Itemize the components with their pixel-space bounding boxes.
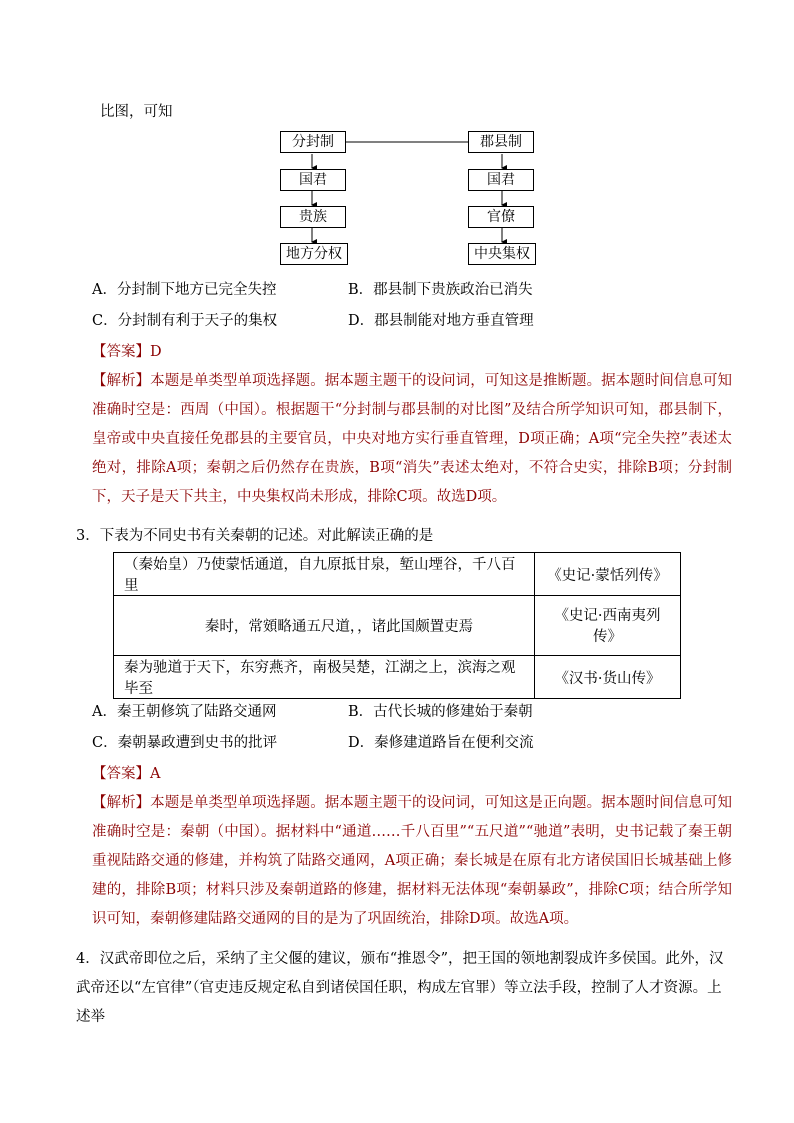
q3-answer: 【答案】A <box>92 766 161 782</box>
q3-option-d: D．秦修建道路旨在便利交流 <box>348 735 534 751</box>
intro-text: 比图，可知 <box>100 104 173 120</box>
box-fengjian: 分封制 <box>280 131 346 153</box>
table-cell-text: 秦为驰道于天下，东穷燕齐，南极吴楚，江湖之上，滨海之观毕至 <box>114 656 535 699</box>
q2-analysis: 【解析】本题是单类型单项选择题。据本题主题干的设问词，可知这是推断题。据本题时间信息可知准确时空是：西周（中国）。根据题干“分封制与郡县制的对比图”及结合所学知识可知，郡县制下，皇帝或中央直接任免郡县的主要官员，中央对地方实行垂直管理，D项正确；A项“完全失控”表述太绝对，排除A项；秦朝之后仍然存在贵族，B项“消失”表述太绝对，不符合史实，排除B项；分封制下，天子是天下共主，中央集权尚未形成，排除C项。故选D项。 <box>92 373 732 505</box>
table-cell-source: 《史记·西南夷列传》 <box>535 596 681 656</box>
q2-option-d: D．郡县制能对地方垂直管理 <box>348 313 534 329</box>
q2-option-b: B．郡县制下贵族政治已消失 <box>348 282 533 298</box>
box-difang-fenquan: 地方分权 <box>280 243 348 265</box>
table-cell-text: 秦时，常頞略通五尺道，，诸此国颇置吏焉 <box>114 596 535 656</box>
q3-option-c: C．秦朝暴政遭到史书的批评 <box>92 735 278 751</box>
q2-answer: 【答案】D <box>92 344 162 360</box>
table-cell-text: （秦始皇）乃使蒙恬通道，自九原抵甘泉，堑山堙谷，千八百里 <box>114 553 535 596</box>
comparison-diagram <box>278 128 538 268</box>
table-cell-source: 《汉书·货山传》 <box>535 656 681 699</box>
q3-stem: 3．下表为不同史书有关秦朝的记述。对此解读正确的是 <box>76 528 434 544</box>
q3-option-a: A．秦王朝修筑了陆路交通网 <box>92 704 277 720</box>
table-cell-source: 《史记·蒙恬列传》 <box>535 553 681 596</box>
box-guojun-right: 国君 <box>468 169 534 191</box>
table-row <box>114 553 681 596</box>
box-junxian: 郡县制 <box>468 131 534 153</box>
box-guojun-left: 国君 <box>280 169 346 191</box>
box-guanliao: 官僚 <box>468 206 534 228</box>
q4-stem-text: 4．汉武帝即位之后，采纳了主父偃的建议，颁布“推恩令”，把王国的领地割裂成许多侯国。此外，汉武帝还以“左官律”（官吏违反规定私自到诸侯国任职，构成左官罪）等立法手段，控制了人才资源。上述举 <box>76 951 724 1025</box>
q3-table <box>113 552 681 699</box>
table-row <box>114 596 681 656</box>
table-row <box>114 656 681 699</box>
box-guizu: 贵族 <box>280 206 346 228</box>
q3-option-b: B．古代长城的修建始于秦朝 <box>348 704 533 720</box>
box-zhongyang-jiquan: 中央集权 <box>468 243 536 265</box>
q2-option-a: A．分封制下地方已完全失控 <box>92 282 277 298</box>
q4-stem <box>76 945 732 1032</box>
q2-option-c: C．分封制有利于天子的集权 <box>92 313 278 329</box>
q3-analysis: 【解析】本题是单类型单项选择题。据本题主题干的设问词，可知这是正向题。据本题时间信息可知准确时空是：秦朝（中国）。据材料中“通道……千八百里”“五尺道”“驰道”表明，史书记载了秦王朝重视陆路交通的修建，并构筑了陆路交通网，A项正确；秦长城是在原有北方诸侯国旧长城基础上修建的，排除B项；材料只涉及秦朝道路的修建，据材料无法体现“秦朝暴政”，排除C项；结合所学知识可知，秦朝修建陆路交通网的目的是为了巩固统治，排除D项。故选A项。 <box>92 795 732 927</box>
